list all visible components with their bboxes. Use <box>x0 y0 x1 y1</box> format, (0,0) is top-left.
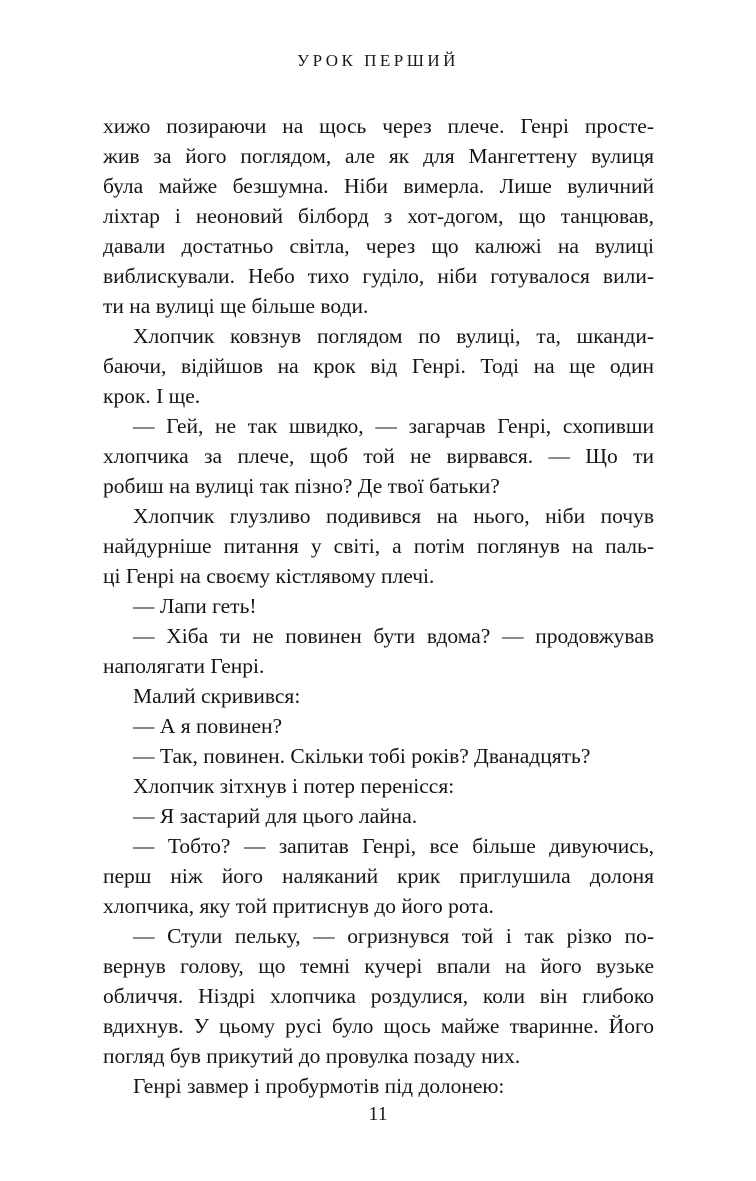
text-line: хлопчика за плече, щоб той не вирвався. — Що ти <box>103 444 654 468</box>
text-line: наполягати Генрі. <box>103 654 265 678</box>
text-line: давали достатньо світла, через що калюжі на вулиці <box>103 234 654 258</box>
text-line: — Тобто? — запитав Генрі, все більше дивуючись, <box>133 834 654 858</box>
text-line: ти на вулиці ще більше води. <box>103 294 369 318</box>
text-line: — Я застарий для цього лайна. <box>133 804 418 828</box>
page-number: 11 <box>368 1103 388 1125</box>
text-line: робиш на вулиці так пізно? Де твої батьки? <box>103 474 500 498</box>
text-line: Генрі завмер і пробурмотів під долонею: <box>133 1074 505 1098</box>
text-line: виблискували. Небо тихо гуділо, ніби готувалося вили- <box>103 264 654 288</box>
text-line: Хлопчик зітхнув і потер перенісся: <box>133 774 455 798</box>
text-line: — Стули пельку, — огризнувся той і так різко по- <box>133 924 654 948</box>
text-block <box>103 111 654 1101</box>
text-line: — Хіба ти не повинен бути вдома? — продовжував <box>133 624 654 648</box>
text-line: вдихнув. У цьому русі було щось майже тваринне. Його <box>103 1014 654 1038</box>
text-line: Хлопчик глузливо подивився на нього, ніби почув <box>133 504 654 528</box>
text-line: баючи, відійшов на крок від Генрі. Тоді на ще один <box>103 354 654 378</box>
text-line: ці Генрі на своєму кістлявому плечі. <box>103 564 435 588</box>
text-line: Хлопчик ковзнув поглядом по вулиці, та, шканди- <box>133 324 654 348</box>
text-line: вернув голову, що темні кучері впали на його вузьке <box>103 954 654 978</box>
text-line: жив за його поглядом, але як для Мангеттену вулиця <box>103 144 654 168</box>
text-line: хлопчика, яку той притиснув до його рота. <box>103 894 494 918</box>
text-line: — Так, повинен. Скільки тобі років? Дванадцять? <box>133 744 591 768</box>
text-line: була майже безшумна. Ніби вимерла. Лише вуличний <box>103 174 654 198</box>
text-line: перш ніж його наляканий крик приглушила долоня <box>103 864 654 888</box>
text-line: Малий скривився: <box>133 684 301 708</box>
text-line: — Лапи геть! <box>133 594 257 618</box>
text-line: обличчя. Ніздрі хлопчика роздулися, коли він глибоко <box>103 984 654 1008</box>
text-line: хижо позираючи на щось через плече. Генрі просте- <box>103 114 654 138</box>
text-line: ліхтар і неоновий білборд з хот-догом, що танцював, <box>103 204 654 228</box>
text-line: — А я повинен? <box>133 714 283 738</box>
text-line: погляд був прикутий до провулка позаду них. <box>103 1044 521 1068</box>
text-line: крок. І ще. <box>103 384 201 408</box>
chapter-running-header: УРОК ПЕРШИЙ <box>297 51 459 70</box>
text-line: — Гей, не так швидко, — загарчав Генрі, схопивши <box>133 414 654 438</box>
text-line: найдурніше питання у світі, а потім поглянув на паль- <box>103 534 654 558</box>
